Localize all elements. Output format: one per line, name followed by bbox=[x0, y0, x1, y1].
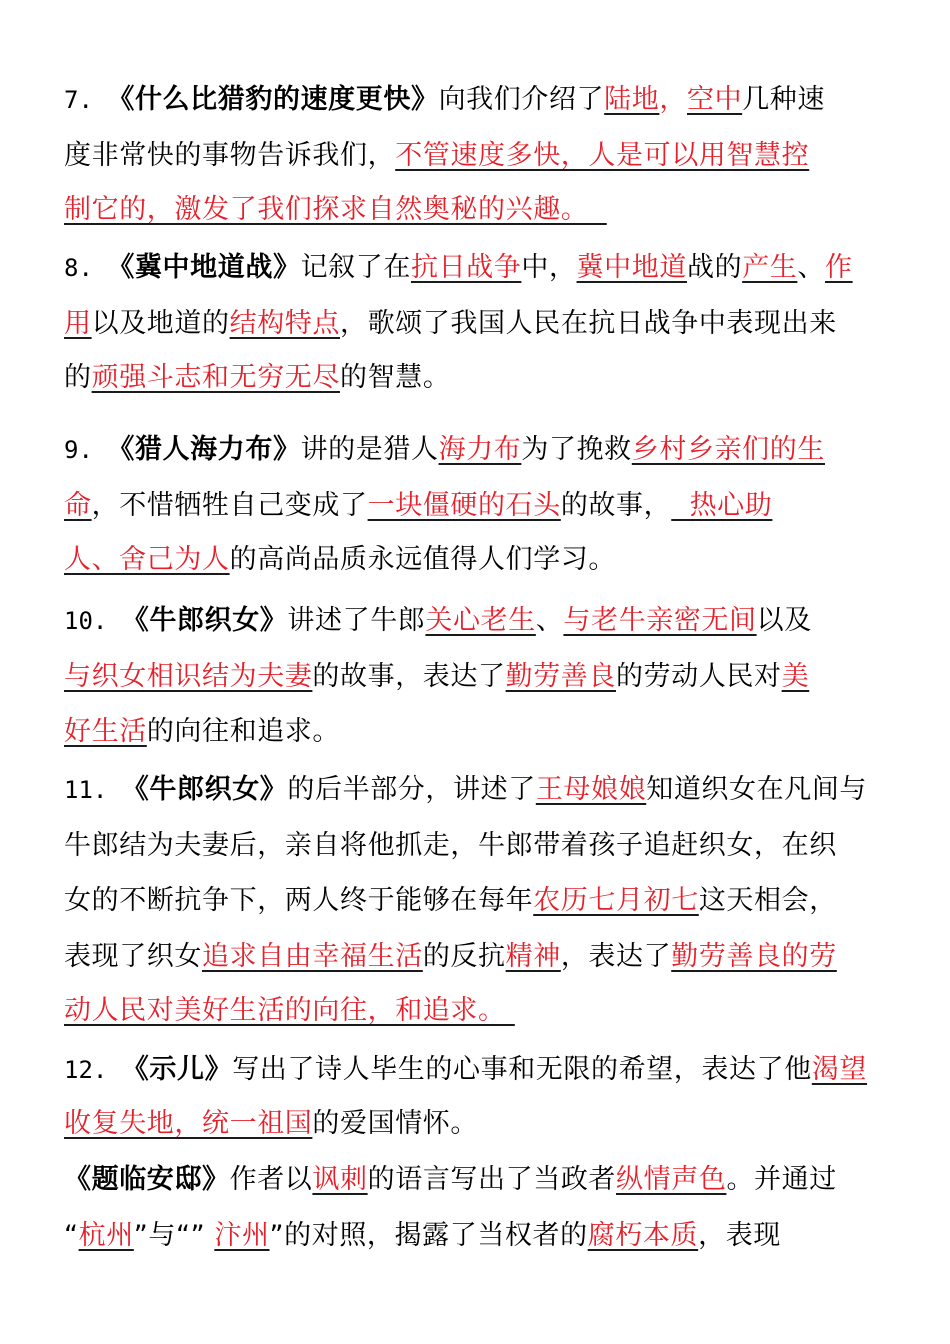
body-text: 讲的是猎人 bbox=[300, 434, 439, 465]
body-text: 战的 bbox=[686, 252, 743, 283]
answer-fill-text: 腐朽本质 bbox=[587, 1220, 699, 1251]
text-line bbox=[64, 358, 450, 398]
text-line bbox=[64, 826, 837, 866]
item-number: 8. bbox=[64, 254, 108, 282]
answer-fill-text: 作 bbox=[825, 252, 853, 283]
answer-fill-text: 陆地 bbox=[604, 84, 660, 115]
title-text: 《牛郎织女》 bbox=[121, 774, 288, 805]
answer-fill-text: 制它的，激发了我们探求自然奥秘的兴趣。 bbox=[64, 194, 607, 225]
body-text: 知道织女在凡间与 bbox=[646, 774, 868, 805]
body-text: 以及 bbox=[756, 605, 812, 636]
body-text: 中， bbox=[521, 252, 577, 283]
body-text: 表现了织女 bbox=[64, 941, 202, 972]
answer-fill-text: 不管速度多快，人是可以用智慧控 bbox=[395, 140, 810, 171]
item-number: 9. bbox=[64, 436, 108, 464]
answer-fill-text: 顽强斗志和无穷无尽 bbox=[91, 362, 341, 393]
answer-fill-text: 纵情声色 bbox=[616, 1164, 727, 1195]
text-line bbox=[64, 937, 837, 977]
text-line bbox=[64, 991, 515, 1031]
answer-fill-text: 精神 bbox=[505, 941, 561, 972]
item-number: 11. bbox=[64, 776, 122, 804]
item-number: 7. bbox=[64, 86, 108, 114]
answer-fill-text: 美 bbox=[781, 661, 810, 692]
title-text: 《冀中地道战》 bbox=[107, 252, 301, 283]
body-text: 。并通过 bbox=[726, 1164, 837, 1195]
answer-fill-text: 冀中地道 bbox=[576, 252, 687, 283]
body-text: 的劳动人民对 bbox=[616, 661, 782, 692]
answer-fill-text: 乡村乡亲们的生 bbox=[631, 434, 825, 465]
answer-fill-text: 抗日战争 bbox=[410, 252, 522, 283]
body-text: ，表现 bbox=[698, 1220, 781, 1251]
text-line bbox=[64, 136, 809, 176]
answer-fill-text: 关心老生 bbox=[425, 605, 536, 636]
body-text: 这天相会， bbox=[698, 885, 837, 916]
text-line bbox=[64, 657, 809, 697]
answer-fill-text: 农历七月初七 bbox=[533, 885, 699, 916]
body-text: ，表达了 bbox=[560, 941, 672, 972]
body-text: 的高尚品质永远值得人们学习。 bbox=[229, 544, 617, 575]
body-text: 以及地道的 bbox=[91, 308, 230, 339]
title-text: 《猎人海力布》 bbox=[107, 434, 301, 465]
body-text: 写出了诗人毕生的心事和无限的希望，表达了他 bbox=[232, 1054, 812, 1085]
body-text: 记叙了在 bbox=[300, 252, 411, 283]
title-text: 《题临安邸》 bbox=[64, 1164, 230, 1195]
text-line bbox=[64, 881, 837, 921]
title-text: 《示儿》 bbox=[121, 1054, 233, 1085]
body-text: 的故事，表达了 bbox=[312, 661, 506, 692]
text-line bbox=[64, 601, 812, 641]
body-text: 讲述了牛郎 bbox=[287, 605, 426, 636]
answer-fill-text: 热心助 bbox=[671, 490, 773, 521]
body-text: ”与“” bbox=[133, 1220, 215, 1251]
body-text: 的语言写出了当政者 bbox=[367, 1164, 617, 1195]
body-text: 作者以 bbox=[229, 1164, 313, 1195]
answer-fill-text: 讽刺 bbox=[312, 1164, 368, 1195]
text-line bbox=[64, 770, 867, 810]
text-line bbox=[64, 1160, 837, 1200]
body-text: ，不惜牺牲自己变成了 bbox=[91, 490, 368, 521]
answer-fill-text: 收复失地，统一祖国 bbox=[64, 1108, 313, 1139]
text-line bbox=[64, 1216, 781, 1256]
body-text: ， bbox=[659, 84, 687, 115]
answer-fill-text: 产生 bbox=[742, 252, 798, 283]
body-text: 、 bbox=[535, 605, 564, 636]
body-text: 的故事， bbox=[560, 490, 672, 521]
answer-fill-text: 与织女相识结为夫妻 bbox=[64, 661, 313, 692]
body-text: ，歌颂了我国人民在抗日战争中表现出来 bbox=[340, 308, 837, 339]
answer-fill-text: 一块僵硬的石头 bbox=[367, 490, 561, 521]
answer-fill-text: 与老牛亲密无间 bbox=[563, 605, 757, 636]
text-line bbox=[64, 1050, 867, 1090]
answer-fill-text: 空中 bbox=[686, 84, 743, 115]
answer-fill-text: 勤劳善良 bbox=[505, 661, 617, 692]
item-number: 10. bbox=[64, 607, 122, 635]
body-text: 、 bbox=[797, 252, 825, 283]
answer-fill-text: 勤劳善良的劳 bbox=[671, 941, 837, 972]
body-text: “ bbox=[64, 1220, 79, 1251]
text-line bbox=[64, 248, 853, 288]
body-text: 牛郎结为夫妻后，亲自将他抓走，牛郎带着孩子追赶织女，在织 bbox=[64, 830, 837, 861]
text-line bbox=[64, 540, 616, 580]
answer-fill-text: 动人民对美好生活的向往，和追求。 bbox=[64, 995, 515, 1026]
answer-fill-text: 好生活 bbox=[64, 716, 147, 747]
text-line bbox=[64, 1104, 478, 1144]
text-line bbox=[64, 486, 772, 526]
text-line bbox=[64, 80, 825, 120]
body-text: 的向往和追求。 bbox=[146, 716, 341, 747]
text-line bbox=[64, 190, 607, 230]
answer-fill-text: 命 bbox=[64, 490, 92, 521]
answer-fill-text: 用 bbox=[64, 308, 92, 339]
body-text: 的反抗 bbox=[422, 941, 506, 972]
body-text: 的智慧。 bbox=[340, 362, 451, 393]
body-text: 为了挽救 bbox=[521, 434, 632, 465]
answer-fill-text: 渴望 bbox=[811, 1054, 868, 1085]
answer-fill-text: 杭州 bbox=[78, 1220, 134, 1251]
body-text: 向我们介绍了 bbox=[438, 84, 605, 115]
text-line bbox=[64, 712, 340, 752]
title-text: 《什么比猎豹的速度更快》 bbox=[107, 84, 439, 115]
answer-fill-text: 结构特点 bbox=[229, 308, 341, 339]
item-number: 12. bbox=[64, 1056, 122, 1084]
title-text: 《牛郎织女》 bbox=[121, 605, 288, 636]
answer-fill-text: 海力布 bbox=[438, 434, 522, 465]
body-text: 女的不断抗争下，两人终于能够在每年 bbox=[64, 885, 534, 916]
text-line bbox=[64, 304, 837, 344]
answer-fill-text: 人、舍己为人 bbox=[64, 544, 230, 575]
body-text: 的后半部分，讲述了 bbox=[287, 774, 536, 805]
text-line bbox=[64, 430, 825, 470]
body-text: 度非常快的事物告诉我们， bbox=[64, 140, 396, 171]
answer-fill-text: 王母娘娘 bbox=[535, 774, 647, 805]
body-text: 的 bbox=[64, 362, 92, 393]
body-text: 几种速 bbox=[742, 84, 825, 115]
body-text: 的爱国情怀。 bbox=[312, 1108, 479, 1139]
answer-fill-text: 汴州 bbox=[214, 1220, 270, 1251]
body-text: ”的对照，揭露了当权者的 bbox=[269, 1220, 588, 1251]
answer-fill-text: 追求自由幸福生活 bbox=[202, 941, 423, 972]
